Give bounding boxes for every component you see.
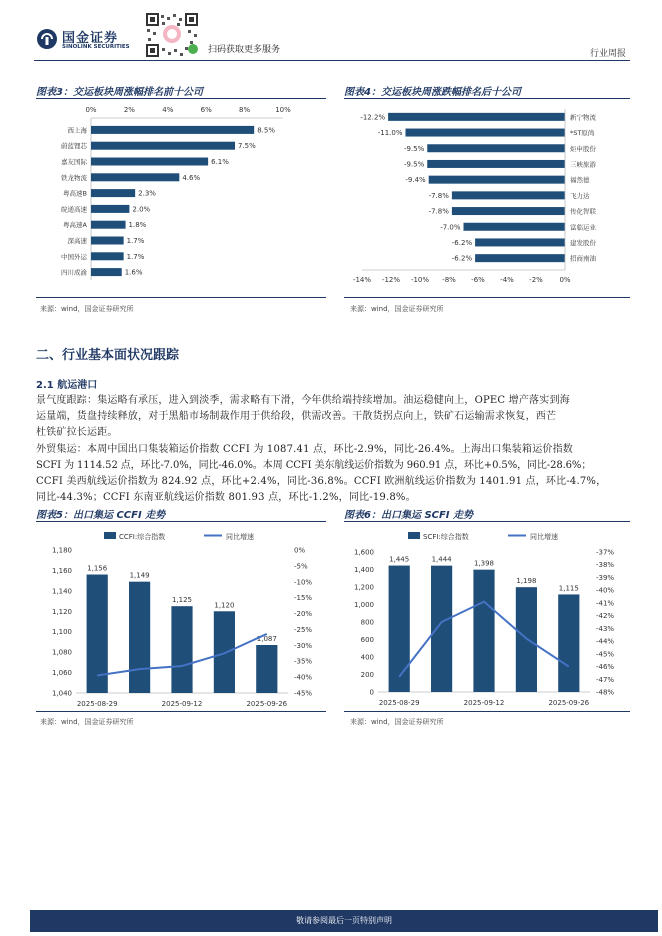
bar xyxy=(91,205,129,213)
data-label: -11.0% xyxy=(377,129,403,138)
y-left-tick-label: 1,140 xyxy=(51,587,72,596)
x-tick-label: 8% xyxy=(239,106,251,114)
fig6-title: 图表6：出口集运 SCFI 走势 xyxy=(344,510,474,521)
bar xyxy=(91,126,254,134)
data-label: 8.5% xyxy=(257,126,275,135)
paragraph-line: 运量端，货盘持续释放，对于黑船市场制裁作用于供给段，供需改善。干散货拐点向上，铁矿石运输需求恢复，西芒 xyxy=(36,411,557,422)
data-label: 1,115 xyxy=(558,584,579,593)
footer-disclaimer: 敬请参阅最后一页特别声明 xyxy=(296,916,392,925)
y-left-tick-label: 1,060 xyxy=(51,669,72,678)
y-tick-label: 福然德 xyxy=(570,176,590,185)
x-tick-label: 2% xyxy=(123,106,135,114)
y-right-tick-label: -5% xyxy=(294,562,308,571)
y-right-tick-label: -15% xyxy=(294,594,313,603)
paragraph-line: CCFI 美西航线运价指数为 824.92 点，环比+2.4%，同比-36.8%。CCFI 欧洲航线运价指数为 1401.91 点，环比-4.7%， xyxy=(36,476,607,487)
data-label: 1.6% xyxy=(124,268,143,277)
legend-bar-swatch xyxy=(408,532,420,539)
y-right-tick-label: -39% xyxy=(596,573,615,582)
fig6-chart xyxy=(344,524,630,710)
page-number: 5 xyxy=(640,912,647,925)
legend-label: 同比增速 xyxy=(530,533,558,541)
paragraph-line: 景气度跟踪：集运略有承压，进入到淡季，需求略有下滑，今年供给端持续增加。油运稳健向上，OPEC 增产落实到海 xyxy=(36,395,570,406)
bar xyxy=(91,189,135,197)
fig5-source-rule xyxy=(36,711,326,712)
y-tick-label: 粤高速B xyxy=(63,189,87,198)
fig4-source: 来源：wind，国金证券研究所 xyxy=(350,305,444,313)
bar xyxy=(91,268,122,276)
y-left-tick-label: 1,040 xyxy=(51,689,72,698)
fig6-source-rule xyxy=(344,711,630,712)
legend-label: CCFI:综合指数 xyxy=(119,533,166,541)
bar xyxy=(91,173,179,181)
y-tick-label: 传化智联 xyxy=(570,207,596,216)
x-tick-label: 10% xyxy=(275,106,291,114)
y-tick-label: *ST原尚 xyxy=(570,129,595,138)
data-label: 2.3% xyxy=(138,189,156,198)
y-tick-label: 西上海 xyxy=(67,126,87,135)
bar xyxy=(388,113,565,121)
y-left-tick-label: 1,120 xyxy=(51,607,72,616)
data-label: 4.6% xyxy=(182,173,201,182)
y-tick-label: 三峡旅游 xyxy=(570,160,596,169)
header-rule xyxy=(34,60,630,61)
x-tick-label: 2025-08-29 xyxy=(76,700,118,708)
report-type: 行业周报 xyxy=(589,49,626,59)
x-tick-label: 0% xyxy=(85,106,97,114)
bar xyxy=(91,221,126,229)
page-footer xyxy=(30,910,658,932)
y-left-tick-label: 1,400 xyxy=(353,566,374,574)
y-tick-label: 深高速 xyxy=(67,237,87,245)
y-tick-label: 飞力达 xyxy=(570,191,590,200)
fig3-title-rule xyxy=(36,98,326,99)
legend-label: SCFI:综合指数 xyxy=(423,533,469,541)
brand-name-cn: 国金证券 xyxy=(62,31,119,46)
y-tick-label: 嘉友国际 xyxy=(61,158,87,166)
bar xyxy=(558,594,579,692)
y-right-tick-label: -30% xyxy=(294,641,313,650)
fig4-chart xyxy=(344,100,630,290)
bar xyxy=(473,570,494,692)
section-subtitle: 2.1 航运港口 xyxy=(36,380,98,391)
data-label: 1.8% xyxy=(128,221,147,230)
y-tick-label: 蔚蓝锂芯 xyxy=(61,142,87,151)
data-label: 1,444 xyxy=(431,555,452,564)
y-left-tick-label: 1,200 xyxy=(353,583,374,592)
section-title: 二、行业基本面状况跟踪 xyxy=(36,348,180,363)
data-label: 1,120 xyxy=(214,601,235,610)
fig3-title: 图表3：交运板块周涨幅排名前十公司 xyxy=(36,87,203,98)
bar xyxy=(427,144,565,152)
fig4-title: 图表4：交运板块周涨跌幅排名后十公司 xyxy=(344,87,521,98)
y-left-tick-label: 1,080 xyxy=(51,648,72,657)
fig5-chart xyxy=(36,524,326,710)
y-left-tick-label: 1,600 xyxy=(353,548,374,557)
y-left-tick-label: 600 xyxy=(360,636,374,644)
fig3-source-rule xyxy=(36,297,326,298)
y-tick-label: 粤高速A xyxy=(63,221,87,230)
data-label: -9.4% xyxy=(405,176,426,185)
y-right-tick-label: -35% xyxy=(294,657,313,666)
y-tick-label: 建发股份 xyxy=(570,238,596,247)
fig6-source: 来源：wind，国金证券研究所 xyxy=(350,718,444,726)
y-right-tick-label: -20% xyxy=(294,610,313,619)
x-tick-label: 2025-09-26 xyxy=(548,699,590,707)
paragraph-line: 外贸集运：本周中国出口集装箱运价指数 CCFI 为 1087.41 点，环比-2.9%，同比-26.4%。上海出口集装箱运价指数 xyxy=(36,444,573,455)
x-tick-label: -14% xyxy=(352,276,372,284)
bar xyxy=(389,566,410,692)
y-right-tick-label: -44% xyxy=(596,637,615,646)
data-label: 1.7% xyxy=(126,252,145,261)
data-label: -7.0% xyxy=(440,223,461,232)
x-tick-label: 0% xyxy=(559,276,571,284)
x-tick-label: -4% xyxy=(500,276,514,284)
y-right-tick-label: -10% xyxy=(294,578,313,587)
y-right-tick-label: -37% xyxy=(596,548,615,557)
y-right-tick-label: -45% xyxy=(294,689,313,698)
bar xyxy=(429,176,565,184)
y-left-tick-label: 0 xyxy=(369,688,374,697)
bar xyxy=(431,566,452,692)
y-right-tick-label: -46% xyxy=(596,663,615,672)
data-label: -9.5% xyxy=(403,144,425,153)
x-tick-label: 2025-09-12 xyxy=(161,700,203,708)
bar xyxy=(214,611,235,693)
bar xyxy=(129,582,150,693)
y-right-tick-label: -38% xyxy=(596,561,615,570)
data-label: 1,149 xyxy=(129,571,150,580)
bar xyxy=(475,254,565,262)
data-label: 2.0% xyxy=(132,205,151,214)
bar xyxy=(452,191,565,199)
y-right-tick-label: 0% xyxy=(294,546,306,555)
x-tick-label: -10% xyxy=(410,276,430,284)
page-header xyxy=(34,12,630,58)
y-right-tick-label: -45% xyxy=(596,650,615,659)
y-tick-label: 四川成渝 xyxy=(61,268,87,277)
data-label: 7.5% xyxy=(238,142,256,151)
bar xyxy=(256,645,277,693)
x-tick-label: -2% xyxy=(529,276,543,284)
y-tick-label: 铁龙物流 xyxy=(61,173,87,182)
data-label: -7.8% xyxy=(428,207,449,216)
x-tick-label: 2025-09-26 xyxy=(246,700,288,708)
brand-name-en: SINOLINK SECURITIES xyxy=(62,44,130,50)
x-tick-label: 4% xyxy=(162,106,174,114)
y-tick-label: 炬申股份 xyxy=(570,144,596,153)
bar xyxy=(91,158,208,166)
x-tick-label: -12% xyxy=(381,276,401,284)
bar xyxy=(91,142,235,150)
y-right-tick-label: -42% xyxy=(596,612,615,621)
data-label: -6.2% xyxy=(451,238,473,247)
paragraph-outlook xyxy=(36,393,632,441)
fig3-chart xyxy=(36,100,326,285)
fig5-title-rule xyxy=(36,521,326,522)
bar xyxy=(427,160,565,168)
bar xyxy=(406,129,566,137)
x-tick-label: 6% xyxy=(200,106,212,114)
data-label: -12.2% xyxy=(360,113,386,122)
y-left-tick-label: 1,180 xyxy=(51,546,72,555)
y-left-tick-label: 1,100 xyxy=(51,628,72,637)
bar xyxy=(171,606,192,693)
y-tick-label: 富临运业 xyxy=(570,223,596,232)
y-tick-label: 皖通高速 xyxy=(61,205,87,214)
y-tick-label: 新宁物流 xyxy=(570,113,596,122)
company-logo-icon xyxy=(36,28,58,50)
data-label: -6.2% xyxy=(451,254,473,263)
bar xyxy=(475,238,565,246)
bar xyxy=(452,207,565,215)
legend-bar-swatch xyxy=(104,532,116,539)
data-label: -7.8% xyxy=(428,191,449,200)
data-label: 1.7% xyxy=(126,237,145,245)
y-left-tick-label: 1,160 xyxy=(51,566,72,575)
data-label: 1,445 xyxy=(389,555,410,564)
y-left-tick-label: 400 xyxy=(360,653,374,662)
y-right-tick-label: -41% xyxy=(596,599,615,608)
bar xyxy=(464,223,566,231)
legend-label: 同比增速 xyxy=(226,533,254,541)
paragraph-line: SCFI 为 1114.52 点，环比-7.0%，同比-46.0%。本周 CCFI 美东航线运价指数为 960.91 点，环比+0.5%，同比-28.6%； xyxy=(36,460,592,471)
fig5-title: 图表5：出口集运 CCFI 走势 xyxy=(36,510,166,521)
y-right-tick-label: -40% xyxy=(596,586,615,595)
fig5-source: 来源：wind，国金证券研究所 xyxy=(40,718,134,726)
data-label: 1,125 xyxy=(171,596,193,605)
x-tick-label: -8% xyxy=(442,276,456,284)
y-left-tick-label: 800 xyxy=(360,618,374,627)
data-label: 1,198 xyxy=(516,577,537,586)
y-right-tick-label: -48% xyxy=(596,688,615,697)
y-tick-label: 中国外运 xyxy=(61,252,87,261)
data-label: -9.5% xyxy=(403,160,425,169)
fig6-title-rule xyxy=(344,521,630,522)
y-right-tick-label: -47% xyxy=(596,675,615,684)
fig4-source-rule xyxy=(344,297,630,298)
data-label: 1,398 xyxy=(473,559,495,568)
y-right-tick-label: -40% xyxy=(294,673,313,682)
fig3-source: 来源：wind，国金证券研究所 xyxy=(40,305,134,313)
fig4-title-rule xyxy=(344,98,630,99)
y-right-tick-label: -25% xyxy=(294,625,313,634)
bar xyxy=(91,237,124,245)
x-tick-label: -6% xyxy=(471,276,485,284)
qr-code-icon xyxy=(144,12,200,58)
data-label: 1,156 xyxy=(87,564,108,573)
data-label: 6.1% xyxy=(211,158,229,166)
data-label: 1,087 xyxy=(256,634,277,643)
paragraph-line: 杜铁矿拉长运距。 xyxy=(36,427,118,438)
qr-caption: 扫码获取更多服务 xyxy=(208,45,281,55)
y-left-tick-label: 1,000 xyxy=(353,601,374,609)
y-tick-label: 招商南油 xyxy=(570,254,596,263)
x-tick-label: 2025-09-12 xyxy=(463,699,505,707)
paragraph-line: 同比-44.3%；CCFI 东南亚航线运价指数 801.93 点，环比-1.2%，同比-19.8%。 xyxy=(36,492,416,503)
y-left-tick-label: 200 xyxy=(360,671,374,679)
paragraph-container-freight xyxy=(36,442,632,506)
bar xyxy=(91,252,124,260)
x-tick-label: 2025-08-29 xyxy=(378,699,420,707)
y-right-tick-label: -43% xyxy=(596,624,615,633)
